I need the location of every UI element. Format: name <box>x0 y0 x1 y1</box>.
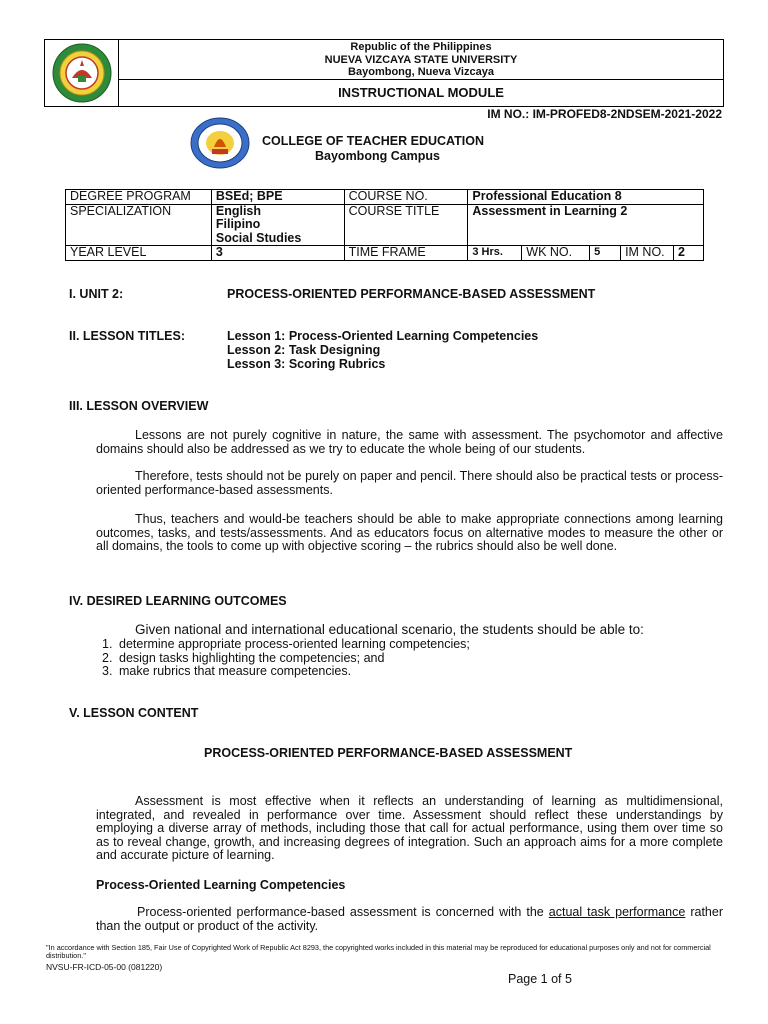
emphasized-text: actual task performance <box>548 905 686 919</box>
college-campus: Bayombong Campus <box>315 149 441 163</box>
course-title-value: Assessment in Learning 2 <box>468 204 704 246</box>
form-code: NVSU-FR-ICD-05-00 (081220) <box>46 962 163 972</box>
year-level-label: YEAR LEVEL <box>66 246 212 261</box>
list-item-text: determine appropriate process-oriented learning competencies; <box>119 637 470 651</box>
list-item <box>102 638 470 652</box>
time-frame-value: 3 Hrs. <box>468 246 522 261</box>
header-university-name: NUEVA VIZCAYA STATE UNIVERSITY <box>324 53 518 66</box>
im-number: IM NO.: IM-PROFED8-2NDSEM-2021-2022 <box>487 107 722 121</box>
unit-title: PROCESS-ORIENTED PERFORMANCE-BASED ASSESSMENT <box>227 287 596 301</box>
table-row <box>66 204 704 246</box>
outcomes-intro: Given national and international educational scenario, the students should be able to: <box>135 622 644 637</box>
lesson-title-item: Lesson 2: Task Designing <box>227 343 381 357</box>
im-no-value: 2 <box>674 246 704 261</box>
content-paragraph-2 <box>96 906 723 933</box>
table-row <box>66 190 704 205</box>
list-item-number: 1. <box>102 637 113 651</box>
list-item-number: 2. <box>102 650 113 665</box>
course-no-value: Professional Education 8 <box>468 190 704 205</box>
overview-paragraph-2: Therefore, tests should not be purely on paper and pencil. There should also be practical tests or process-oriented performance-based assessments. <box>96 469 723 497</box>
lesson-titles-list <box>227 329 538 371</box>
list-item-text: design tasks highlighting the competencies; and <box>119 650 385 665</box>
list-item-number: 3. <box>102 664 113 678</box>
course-no-label: COURSE NO. <box>344 190 468 205</box>
overview-heading: III. LESSON OVERVIEW <box>69 399 209 413</box>
course-title-label: COURSE TITLE <box>344 204 468 246</box>
specialization-label: SPECIALIZATION <box>66 204 212 246</box>
college-name: COLLEGE OF TEACHER EDUCATION <box>262 134 484 148</box>
overview-paragraph-1: Lessons are not purely cognitive in nature, the same with assessment. The psychomotor and affective domains should also be addressed as we try to educate the whole being of our students. <box>96 428 723 456</box>
content-heading: V. LESSON CONTENT <box>69 706 199 720</box>
specialization-item: Social Studies <box>215 230 302 245</box>
course-info-table <box>65 189 704 261</box>
lesson-title-item: Lesson 3: Scoring Rubrics <box>227 357 386 371</box>
unit-label: I. UNIT 2: <box>69 287 124 301</box>
lesson-titles-label: II. LESSON TITLES: <box>69 329 185 343</box>
outcomes-list <box>102 638 470 679</box>
outcomes-heading: IV. DESIRED LEARNING OUTCOMES <box>69 594 287 608</box>
module-title: INSTRUCTIONAL MODULE <box>338 85 504 100</box>
header-republic: Republic of the Philippines <box>350 41 492 53</box>
specialization-item: Filipino <box>215 217 261 231</box>
specialization-values <box>211 204 344 246</box>
overview-paragraph-3: Thus, teachers and would-be teachers should be able to make appropriate connections among learning outcomes, tasks, and tests/assessments. And as educators focus on alternative modes to measure the other or all domains, the tools to come up with objective scoring – the rubrics should also be well done. <box>96 512 723 553</box>
specialization-item: English <box>215 203 262 218</box>
content-title: PROCESS-ORIENTED PERFORMANCE-BASED ASSESSMENT <box>204 746 573 760</box>
list-item <box>102 665 470 679</box>
page-number: Page 1 of 5 <box>508 972 572 986</box>
university-logo-cell <box>45 40 119 106</box>
content-subheading: Process-Oriented Learning Competencies <box>96 878 346 892</box>
paragraph-text: rather than the output or product of the activity. <box>96 905 723 933</box>
degree-program-label: DEGREE PROGRAM <box>66 190 212 205</box>
paragraph-text: Process-oriented performance-based assessment is concerned with the <box>137 905 549 919</box>
copyright-note: "In accordance with Section 185, Fair Use of Copyrighted Work of Republic Act 8293, the copyrighted works included in this material may be reproduced for educational purposes only and not for commercial distribution." <box>46 943 711 961</box>
list-item-text: make rubrics that measure competencies. <box>119 664 352 678</box>
list-item <box>102 652 470 666</box>
university-seal-logo <box>51 42 113 104</box>
wk-no-value: 5 <box>590 246 621 261</box>
degree-program-value: BSEd; BPE <box>211 190 344 205</box>
wk-no-label: WK NO. <box>522 246 590 261</box>
college-logo <box>190 117 250 172</box>
lesson-title-item: Lesson 1: Process-Oriented Learning Competencies <box>227 329 539 343</box>
time-frame-label: TIME FRAME <box>344 246 468 261</box>
table-row <box>66 246 704 261</box>
college-seal-logo <box>190 117 250 169</box>
header-university-block <box>119 40 723 80</box>
document-header <box>44 39 724 107</box>
header-location: Bayombong, Nueva Vizcaya <box>348 66 494 78</box>
im-no-label: IM NO. <box>621 246 674 261</box>
content-paragraph-1: Assessment is most effective when it reflects an understanding of learning as multidimensional, integrated, and revealed in performance over time. Assessment should reflect these understandings by employing a diverse array of methods, including those that call for actual performance, using them over time so as to reveal change, growth, and increasing degrees of integration. Such an approach aims for a more complete and accurate picture of learning. <box>96 794 723 862</box>
year-level-value: 3 <box>211 246 344 261</box>
